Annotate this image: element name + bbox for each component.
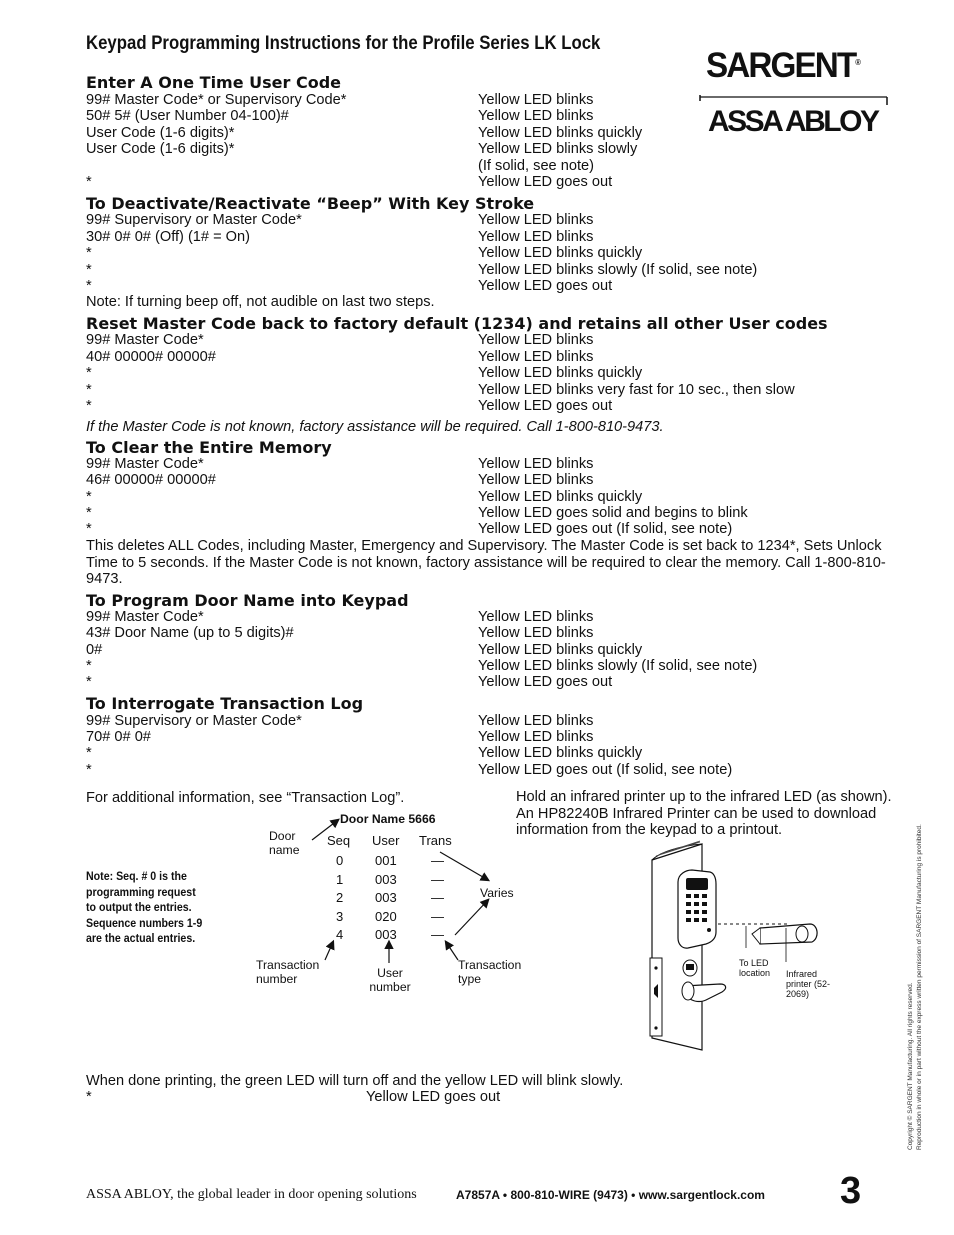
step-input: 0# [86, 642, 103, 658]
step-input: 43# Door Name (up to 5 digits)# [86, 625, 294, 641]
step-result: Yellow LED blinks slowly [478, 141, 638, 157]
user-cell: 003 [375, 871, 397, 887]
step-input: * [86, 505, 92, 521]
step-input: * [86, 674, 92, 690]
section-heading: To Program Door Name into Keypad [86, 591, 409, 610]
step-input: * [86, 489, 92, 505]
step-input: 99# Supervisory or Master Code* [86, 212, 302, 228]
step-result: Yellow LED blinks [478, 332, 594, 348]
seq-cell: 2 [336, 890, 344, 905]
led-location-label: To LED location [739, 958, 771, 978]
log-diagram-arrows [250, 810, 510, 980]
printer-instructions: Hold an infrared printer up to the infrared LED (as shown). An HP82240B Infrared Printer can be used to download information from the keypad to a printout. [516, 789, 892, 838]
section-heading: Reset Master Code back to factory default (1234) and retains all other User codes [86, 314, 828, 333]
door-name-arrow [312, 820, 338, 840]
step-input: 99# Master Code* or Supervisory Code* [86, 92, 347, 108]
step-result: Yellow LED goes solid and begins to blink [478, 505, 748, 521]
step-input: * [86, 245, 92, 261]
step-result: Yellow LED blinks quickly [478, 245, 643, 261]
infrared-printer-label: Infrared printer (52-2069) [786, 969, 831, 999]
step-result: Yellow LED blinks [478, 108, 594, 124]
varies-arrow-up [440, 852, 488, 880]
step-input: 99# Master Code* [86, 609, 204, 625]
copyright-line-1: Copyright © SARGENT Manufacturing. All rights reserved. [907, 982, 914, 1150]
col-user: User [372, 833, 400, 848]
section-heading: To Interrogate Transaction Log [86, 694, 364, 713]
seq-cell: 0 [336, 853, 344, 868]
step-result: Yellow LED blinks very fast for 10 sec., then slow [478, 382, 795, 398]
seq-cell: 3 [336, 908, 344, 924]
door-name-caption: Door name [269, 829, 300, 857]
footer-info: A7857A • 800-810-WIRE (9473) • www.sargentlock.com [456, 1188, 765, 1202]
step-result: (If solid, see note) [478, 158, 594, 174]
step-result: Yellow LED blinks [478, 92, 594, 108]
step-input: 99# Master Code* [86, 456, 204, 472]
page-title: Keypad Programming Instructions for the Profile Series LK Lock [86, 32, 601, 54]
done-printing-text: When done printing, the green LED will turn off and the yellow LED will blink slowly. [86, 1073, 624, 1089]
step-input: * [86, 262, 92, 278]
step-result: Yellow LED goes out [478, 674, 613, 690]
sargent-logo [706, 46, 861, 86]
step-input: * [86, 398, 92, 414]
step-input: * [86, 762, 92, 778]
step-result: Yellow LED blinks slowly (If solid, see note) [478, 262, 758, 278]
step-input: 50# 5# (User Number 04-100)# [86, 108, 289, 124]
step-result: Yellow LED goes out [478, 174, 613, 190]
section-heading: To Deactivate/Reactivate “Beep” With Key Stroke [86, 194, 535, 213]
trans-cell: — [431, 853, 444, 868]
step-result: Yellow LED blinks [478, 229, 594, 245]
step-input: * [86, 658, 92, 674]
step-input: * [86, 365, 92, 381]
trans-arrow [446, 942, 458, 960]
section-heading: Enter A One Time User Code [86, 73, 342, 92]
step-result: Yellow LED blinks quickly [478, 642, 643, 658]
step-result: Yellow LED blinks quickly [478, 745, 643, 761]
col-trans: Trans [419, 833, 452, 848]
lock-illustration [610, 838, 850, 1058]
step-result: Yellow LED blinks [478, 349, 594, 365]
additional-info: For additional information, see “Transaction Log”. [86, 790, 405, 806]
step-input: User Code (1-6 digits)* [86, 125, 235, 141]
user-cell: 003 [375, 927, 397, 942]
door-name-label: Door Name 5666 [340, 812, 436, 826]
step-result: Yellow LED blinks [478, 212, 594, 228]
step-result: Yellow LED blinks [478, 729, 594, 745]
copyright-line-2: Reproduction in whole or in part without the express written permission of SARGENT Manufacturing is prohibited. [916, 824, 923, 1150]
seq-cell: 4 [336, 927, 344, 942]
footer-tagline: ASSA ABLOY, the global leader in door opening solutions [86, 1187, 417, 1202]
seq-cell: 1 [336, 871, 344, 887]
step-result: Yellow LED blinks [478, 456, 594, 472]
step-input: User Code (1-6 digits)* [86, 141, 235, 157]
step-result: Yellow LED goes out (If solid, see note) [478, 521, 733, 537]
assa-abloy-logo: ASSA ABLOY [708, 105, 878, 138]
step-input: 30# 0# 0# (Off) (1# = On) [86, 229, 251, 245]
step-input: * [86, 382, 92, 398]
step-result: Yellow LED blinks quickly [478, 365, 643, 381]
trans-cell: — [431, 890, 444, 905]
user-cell: 001 [375, 853, 397, 868]
section-note: This deletes ALL Codes, including Master, Emergency and Supervisory. The Master Code is set back to 1234*, Sets Unlock Time to 5 seconds. If the Master Code is not known, factory assistance will be required to clear the memory. Call 1-800-810-9473. [86, 538, 886, 587]
step-result: Yellow LED blinks slowly (If solid, see note) [478, 658, 758, 674]
step-input: 99# Master Code* [86, 332, 204, 348]
step-input: 70# 0# 0# [86, 729, 151, 745]
seq-arrow [325, 942, 333, 960]
step-result: Yellow LED blinks quickly [478, 489, 643, 505]
sargent-logo-text: SARGENT [706, 46, 856, 85]
registered-mark: ® [855, 58, 861, 67]
transaction-type-label: Transaction type [458, 958, 522, 986]
step-result: Yellow LED blinks quickly [478, 125, 643, 141]
col-seq: Seq [327, 833, 351, 848]
section-note: If the Master Code is not known, factory assistance will be required. Call 1-800-810-9473. [86, 419, 664, 435]
step-input: * [86, 174, 92, 190]
varies-label: Varies [480, 886, 514, 900]
sequence-note: Note: Seq. # 0 is the programming request to output the entries. Sequence numbers 1-9 are the actual entries. [86, 869, 203, 946]
transaction-number-label: Transaction number [256, 958, 320, 986]
step-result: Yellow LED goes out [478, 398, 613, 414]
section-note: Note: If turning beep off, not audible on last two steps. [86, 294, 435, 310]
step-result: Yellow LED blinks [478, 713, 594, 729]
step-result: Yellow LED blinks [478, 609, 594, 625]
done-printing-result: Yellow LED goes out [366, 1089, 501, 1105]
step-input: 99# Supervisory or Master Code* [86, 713, 302, 729]
step-input: * [86, 278, 92, 294]
step-result: Yellow LED goes out (If solid, see note) [478, 762, 733, 778]
section-heading: To Clear the Entire Memory [86, 438, 332, 457]
trans-cell: — [431, 871, 444, 887]
user-number-label: User number [369, 966, 411, 994]
step-input: * [86, 745, 92, 761]
trans-cell: — [431, 908, 444, 924]
user-cell: 003 [375, 890, 397, 905]
page-number: 3 [840, 1170, 862, 1212]
step-input: * [86, 521, 92, 537]
step-input: 40# 00000# 00000# [86, 349, 216, 365]
step-input: 46# 00000# 00000# [86, 472, 216, 488]
done-printing-key: * [86, 1089, 92, 1105]
step-result: Yellow LED goes out [478, 278, 613, 294]
trans-cell: — [431, 927, 444, 942]
step-result: Yellow LED blinks [478, 472, 594, 488]
user-cell: 020 [375, 908, 397, 924]
varies-arrow-down [455, 900, 488, 935]
step-result: Yellow LED blinks [478, 625, 594, 641]
